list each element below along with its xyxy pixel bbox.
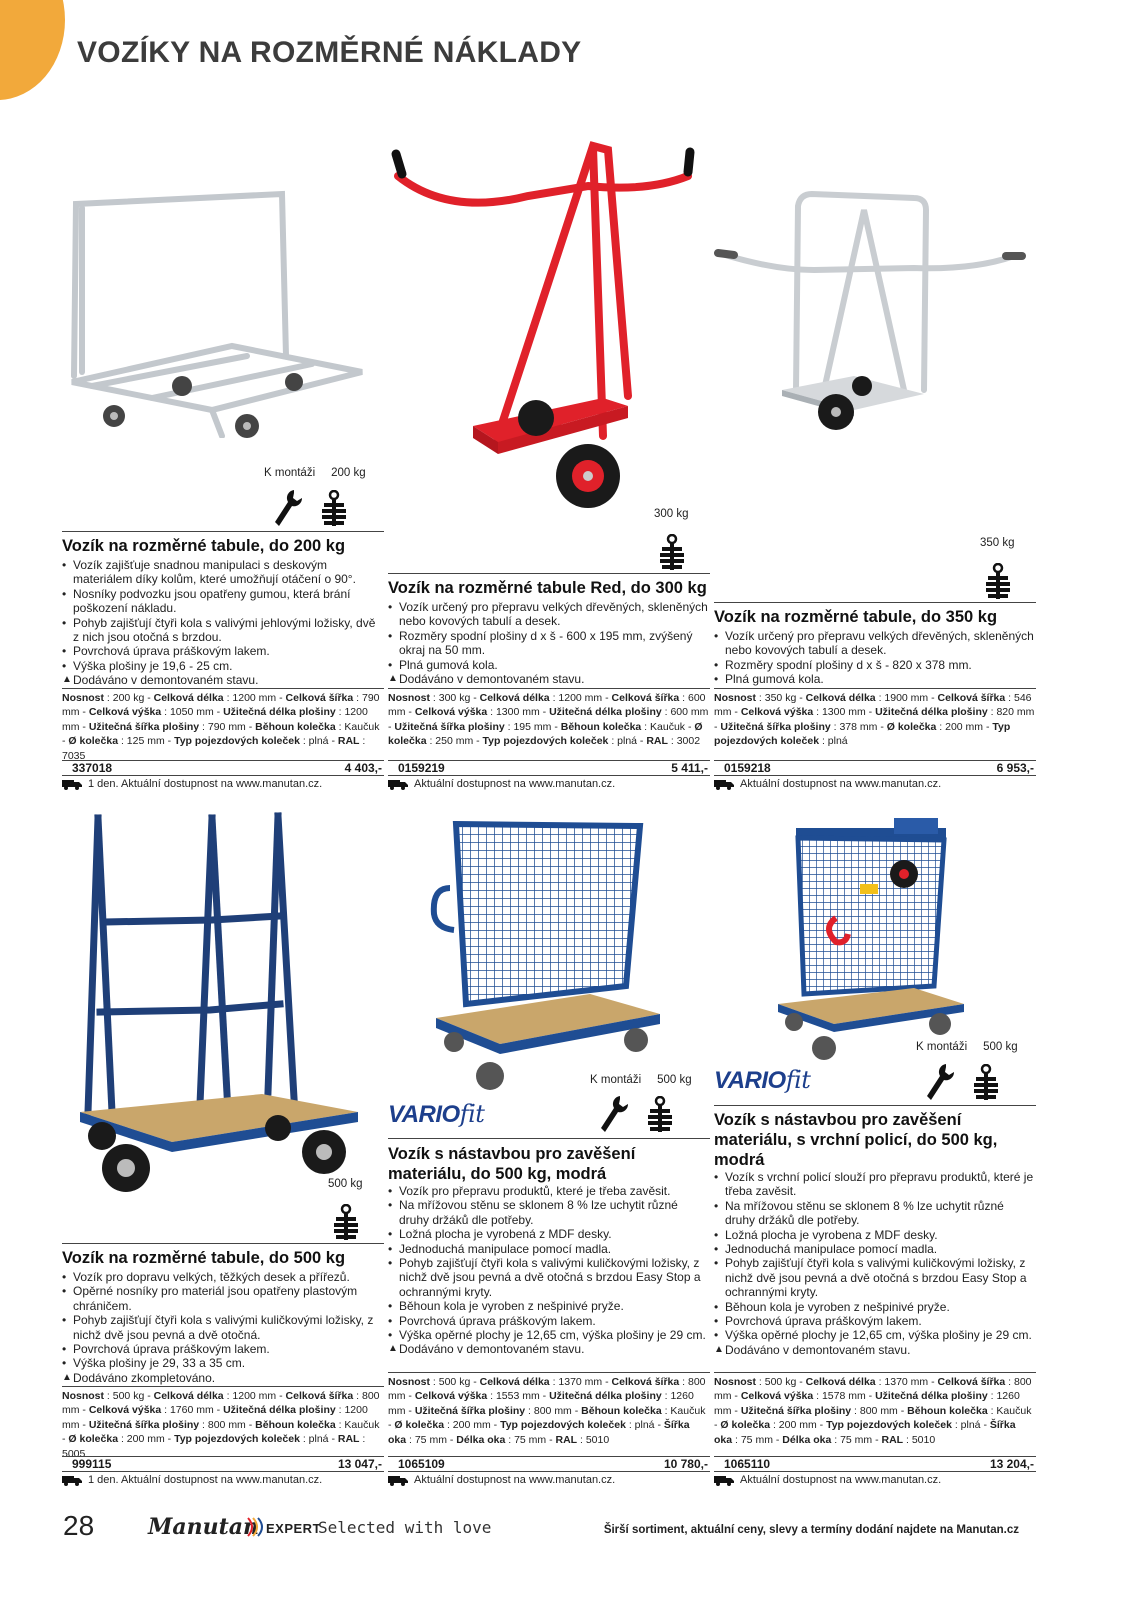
truck-icon	[62, 1475, 82, 1486]
product-code[interactable]: 1065109	[398, 1457, 445, 1471]
delivery-note: ▲ Dodáváno v demontovaném stavu.	[388, 1342, 710, 1356]
product-image-gray-cart	[62, 186, 374, 438]
spec-details: Nosnost : 500 kg - Celková délka : 1370 mm - Celková šířka : 800 mm - Celková výška : 1553 mm - Užitečná délka plošiny : 1260 mm - Užitečná šířka plošiny : 800 mm - Běhoun kolečka : Kaučuk - Ø kolečka : 200 mm - Typ pojezdových koleček : plná - Šířka oka : 75 mm - Délka oka : 75 mm - RAL : 5010	[388, 1372, 710, 1447]
delivery-info	[62, 778, 384, 790]
feature-item: • Opěrné nosníky pro materiál jsou opatřeny plastovým chráničem.	[62, 1284, 384, 1313]
variofit-logo: VARIOfit	[388, 1100, 485, 1128]
truck-icon	[714, 1475, 734, 1486]
delivery-info	[714, 778, 1036, 790]
feature-item: • Pohyb zajišťují čtyři kola s valivými kuličkovými ložisky, z nichž dvě jsou pevná a dvě otočná s brzdou Easy Stop a ochrannými kryty.	[714, 1256, 1036, 1299]
delivery-text: Aktuální dostupnost na www.manutan.cz.	[740, 778, 942, 790]
product-title: Vozík s nástavbou pro zavěšení materiálu, do 500 kg, modrá	[388, 1145, 636, 1183]
order-row	[714, 1456, 1036, 1472]
weight-icon	[984, 563, 1012, 601]
product-price: 13 047,-	[337, 1457, 382, 1471]
product-image-aframe-cart	[72, 812, 368, 1196]
order-row	[62, 1456, 384, 1472]
load-label: 300 kg	[654, 508, 689, 520]
feature-item: • Pohyb zajišťují čtyři kola s valivými kuličkovými ložisky, z nichž dvě jsou pevná a dvě otočná.	[62, 1313, 384, 1342]
product-code[interactable]: 1065110	[724, 1457, 771, 1471]
delivery-text: 1 den. Aktuální dostupnost na www.manutan.cz.	[88, 778, 323, 790]
truck-icon	[388, 1475, 408, 1486]
delivery-note: ▲ Dodáváno v demontovaném stavu.	[388, 672, 710, 686]
feature-item: • Povrchová úprava práškovým lakem.	[714, 1314, 1036, 1328]
weight-icon	[646, 1096, 674, 1134]
feature-item: • Výška opěrné plochy je 12,65 cm, výška plošiny je 29 cm.	[388, 1328, 710, 1342]
feature-item: • Nosníky podvozku jsou opatřeny gumou, která brání poškození nákladu.	[62, 587, 384, 616]
feature-item: • Jednoduchá manipulace pomocí madla.	[714, 1242, 1036, 1256]
product-title: Vozík s nástavbou pro zavěšení materiálu, s vrchní policí, do 500 kg, modrá	[714, 1111, 998, 1169]
product-image-mesh-cart	[430, 818, 664, 1092]
variofit-logo: VARIOfit	[714, 1066, 811, 1094]
load-label: 200 kg	[331, 467, 366, 479]
manutan-logo: Manutan	[148, 1514, 260, 1540]
delivery-text: Aktuální dostupnost na www.manutan.cz.	[414, 778, 616, 790]
product-title: Vozík na rozměrné tabule Red, do 300 kg	[388, 579, 707, 597]
weight-icon	[332, 1204, 360, 1242]
product-title: Vozík na rozměrné tabule, do 200 kg	[62, 537, 346, 555]
spec-details: Nosnost : 500 kg - Celková délka : 1370 mm - Celková šířka : 800 mm - Celková výška : 1578 mm - Užitečná délka plošiny : 1260 mm - Užitečná šířka plošiny : 800 mm - Běhoun kolečka : Kaučuk - Ø kolečka : 200 mm - Typ pojezdových koleček : plná - Šířka oka : 75 mm - Délka oka : 75 mm - RAL : 5010	[714, 1372, 1036, 1447]
load-label: 500 kg	[328, 1178, 363, 1190]
delivery-text: Aktuální dostupnost na www.manutan.cz.	[740, 1474, 942, 1486]
product-price: 13 204,-	[989, 1457, 1034, 1471]
feature-item: • Vozík s vrchní policí slouží pro přepravu produktů, které je třeba zavěsit.	[714, 1170, 1036, 1199]
wrench-icon	[272, 488, 302, 528]
feature-item: • Povrchová úprava práškovým lakem.	[388, 1314, 710, 1328]
feature-item: • Vozík zajišťuje snadnou manipulaci s deskovým materiálem díky kolům, které umožňují otáčení o 90°.	[62, 558, 384, 587]
delivery-info	[388, 1474, 710, 1486]
spec-details: Nosnost : 200 kg - Celková délka : 1200 mm - Celková šířka : 790 mm - Celková výška : 1050 mm - Užitečná délka plošiny : 1200 mm - Užitečná šířka plošiny : 790 mm - Běhoun kolečka : Kaučuk - Ø kolečka : 125 mm - Typ pojezdových koleček : plná - RAL : 7035	[62, 688, 384, 763]
feature-item: • Výška opěrné plochy je 12,65 cm, výška plošiny je 29 cm.	[714, 1328, 1036, 1342]
feature-item: • Vozík pro dopravu velkých, těžkých desek a přířezů.	[62, 1270, 384, 1284]
delivery-note: ▲ Dodáváno v demontovaném stavu.	[62, 673, 384, 687]
feature-item: • Rozměry spodní plošiny d x š - 820 x 378 mm.	[714, 658, 1036, 672]
truck-icon	[714, 779, 734, 790]
manutan-wave-icon	[244, 1516, 264, 1538]
slogan: Selected with love	[318, 1518, 492, 1537]
product-price: 4 403,-	[344, 761, 382, 775]
feature-item: • Vozík pro přepravu produktů, které je třeba zavěsit.	[388, 1184, 710, 1198]
weight-icon	[972, 1064, 1000, 1102]
title-divider	[714, 602, 1036, 603]
feature-list	[714, 1170, 1036, 1357]
title-divider	[388, 573, 710, 574]
wrench-icon	[924, 1062, 954, 1102]
product-price: 10 780,-	[663, 1457, 708, 1471]
title-divider	[62, 1243, 384, 1244]
feature-item: • Ložná plocha je vyrobena z MDF desky.	[714, 1228, 1036, 1242]
feature-item: • Na mřížovou stěnu se sklonem 8 % lze uchytit různé druhy držáků dle potřeby.	[388, 1198, 710, 1227]
feature-item: • Plná gumová kola.	[714, 672, 1036, 686]
expert-label: EXPERT	[266, 1521, 322, 1536]
feature-item: • Běhoun kola je vyroben z nešpinivé pryže.	[388, 1299, 710, 1313]
truck-icon	[388, 779, 408, 790]
feature-list	[388, 600, 710, 686]
assembly-label: K montáži	[264, 467, 316, 479]
feature-item: • Běhoun kola je vyroben z nešpinivé pryže.	[714, 1300, 1036, 1314]
order-row	[714, 760, 1036, 776]
product-image-mesh-shelf-cart	[774, 818, 968, 1062]
weight-icon	[658, 534, 686, 572]
feature-item: • Vozík určený pro přepravu velkých dřevěných, skleněných nebo kovových tabulí a desek.	[714, 629, 1036, 658]
product-title: Vozík na rozměrné tabule, do 500 kg	[62, 1249, 346, 1267]
product-code[interactable]: 0159219	[398, 761, 445, 775]
load-label: 350 kg	[980, 537, 1015, 549]
assembly-label: K montáži	[590, 1074, 642, 1086]
page-number: 28	[63, 1510, 95, 1541]
product-title: Vozík na rozměrné tabule, do 350 kg	[714, 608, 998, 626]
feature-list	[62, 1270, 384, 1385]
order-row	[388, 1456, 710, 1472]
order-row	[388, 760, 710, 776]
load-label: 500 kg	[983, 1041, 1018, 1053]
feature-item: • Plná gumová kola.	[388, 658, 710, 672]
product-code[interactable]: 337018	[72, 761, 113, 775]
assembly-label: K montáži	[916, 1041, 968, 1053]
product-code[interactable]: 999115	[72, 1457, 112, 1471]
feature-item: • Na mřížovou stěnu se sklonem 8 % lze uchytit různé druhy držáků dle potřeby.	[714, 1199, 1036, 1228]
title-divider	[714, 1105, 1036, 1106]
wrench-icon	[598, 1094, 628, 1134]
product-image-silver-cart	[714, 190, 1034, 432]
order-row	[62, 760, 384, 776]
delivery-note: ▲ Dodáváno zkompletováno.	[62, 1371, 384, 1385]
feature-item: • Ložná plocha je vyrobená z MDF desky.	[388, 1227, 710, 1241]
corner-accent-shape	[0, 0, 65, 100]
weight-icon	[320, 490, 348, 528]
spec-details: Nosnost : 500 kg - Celková délka : 1200 mm - Celková šířka : 800 mm - Celková výška : 1760 mm - Užitečná délka plošiny : 1200 mm - Užitečná šířka plošiny : 800 mm - Běhoun kolečka : Kaučuk - Ø kolečka : 200 mm - Typ pojezdových koleček : plná - RAL : 5005	[62, 1386, 384, 1461]
product-price: 5 411,-	[671, 761, 708, 775]
load-label: 500 kg	[657, 1074, 692, 1086]
feature-list	[714, 629, 1036, 687]
product-code[interactable]: 0159218	[724, 761, 771, 775]
delivery-info	[62, 1474, 384, 1486]
truck-icon	[62, 779, 82, 790]
delivery-text: Aktuální dostupnost na www.manutan.cz.	[414, 1474, 616, 1486]
feature-item: • Pohyb zajišťují čtyři kola s valivými kuličkovými ložisky, z nichž dvě jsou pevná a dvě otočná s brzdou Easy Stop a ochrannými kryty.	[388, 1256, 710, 1299]
feature-item: • Vozík určený pro přepravu velkých dřevěných, skleněných nebo kovových tabulí a desek.	[388, 600, 710, 629]
page-heading: VOZÍKY NA ROZMĚRNÉ NÁKLADY	[77, 36, 582, 69]
feature-item: • Rozměry spodní plošiny d x š - 600 x 195 mm, zvýšený okraj na 50 mm.	[388, 629, 710, 658]
title-divider	[62, 531, 384, 532]
feature-item: • Jednoduchá manipulace pomocí madla.	[388, 1242, 710, 1256]
feature-item: • Pohyb zajišťují čtyři kola s valivými jehlovými ložisky, dvě z nich jsou otočná s brzdou.	[62, 616, 384, 645]
delivery-info	[388, 778, 710, 790]
delivery-note: ▲ Dodáváno v demontovaném stavu.	[714, 1343, 1036, 1357]
delivery-info	[714, 1474, 1036, 1486]
spec-details: Nosnost : 300 kg - Celková délka : 1200 mm - Celková šířka : 600 mm - Celková výška : 1300 mm - Užitečná délka plošiny : 600 mm - Užitečná šířka plošiny : 195 mm - Běhoun kolečka : Kaučuk - Ø kolečka : 250 mm - Typ pojezdových koleček : plná - RAL : 3002	[388, 688, 710, 749]
delivery-text: 1 den. Aktuální dostupnost na www.manutan.cz.	[88, 1474, 323, 1486]
feature-item: • Výška plošiny je 29, 33 a 35 cm.	[62, 1356, 384, 1370]
title-divider	[388, 1138, 710, 1139]
feature-list	[388, 1184, 710, 1357]
feature-item: • Povrchová úprava práškovým lakem.	[62, 1342, 384, 1356]
product-price: 6 953,-	[996, 761, 1034, 775]
feature-item: • Výška plošiny je 19,6 - 25 cm.	[62, 659, 384, 673]
product-image-red-cart	[388, 136, 708, 518]
footer-note: Širší sortiment, aktuální ceny, slevy a termíny dodání najdete na Manutan.cz	[603, 1524, 1019, 1536]
spec-details: Nosnost : 350 kg - Celková délka : 1900 mm - Celková šířka : 546 mm - Celková výška : 1300 mm - Užitečná délka plošiny : 820 mm - Užitečná šířka plošiny : 378 mm - Ø kolečka : 200 mm - Typ pojezdových koleček : plná	[714, 688, 1036, 749]
feature-item: • Povrchová úprava práškovým lakem.	[62, 644, 384, 658]
feature-list	[62, 558, 384, 688]
